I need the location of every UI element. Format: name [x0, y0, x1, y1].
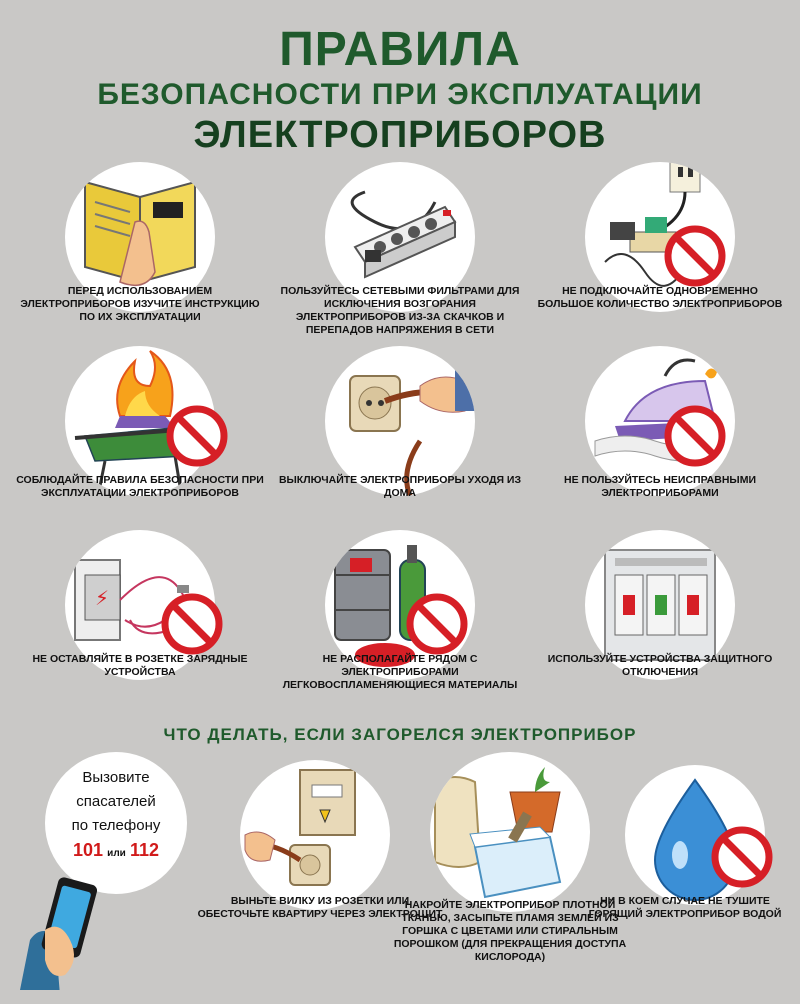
call-line-3: по телефону: [71, 817, 161, 834]
rule-caption: ПЕРЕД ИСПОЛЬЗОВАНИЕМ ЭЛЕКТРОПРИБОРОВ ИЗУЧИТЕ ИНСТРУКЦИЮ ПО ИХ ЭКСПЛУАТАЦИИ: [20, 285, 260, 323]
rule-caption: ВЫКЛЮЧАЙТЕ ЭЛЕКТРОПРИБОРЫ УХОДЯ ИЗ ДОМА: [278, 474, 522, 499]
phone-hand-icon: [15, 870, 125, 990]
svg-text:⚡: ⚡: [95, 586, 110, 610]
rule-caption: ИСПОЛЬЗУЙТЕ УСТРОЙСТВА ЗАЩИТНОГО ОТКЛЮЧЕНИЯ: [547, 653, 773, 678]
or-label: или: [107, 848, 126, 859]
title-line-3: ЭЛЕКТРОПРИБОРОВ: [193, 114, 607, 156]
call-line-1: Вызовите: [82, 769, 150, 786]
cloth-soil-powder-icon: [430, 752, 590, 912]
rule-caption: НЕ ПОДКЛЮЧАЙТЕ ОДНОВРЕМЕННО БОЛЬШОЕ КОЛИЧЕСТВО ЭЛЕКТРОПРИБОРОВ: [537, 285, 783, 310]
fire-step-caption: НИ В КОЕМ СЛУЧАЕ НЕ ТУШИТЕ ГОРЯЩИЙ ЭЛЕКТРОПРИБОР ВОДОЙ: [588, 895, 782, 920]
prohibition-icon: [663, 404, 727, 468]
fire-step-caption: ВЫНЬТЕ ВИЛКУ ИЗ РОЗЕТКИ ИЛИ ОБЕСТОЧЬТЕ КВАРТИРУ ЧЕРЕЗ ЭЛЕКТРОЩИТ: [197, 895, 443, 920]
rule-caption: ПОЛЬЗУЙТЕСЬ СЕТЕВЫМИ ФИЛЬТРАМИ ДЛЯ ИСКЛЮЧЕНИЯ ВОЗГОРАНИЯ ЭЛЕКТРОПРИБОРОВ ИЗ-ЗА СКАЧКОВ И ПЕРЕПАДОВ НАПРЯЖЕНИЯ В СЕТИ: [280, 285, 520, 336]
emergency-number-101: 101: [72, 840, 103, 860]
call-line-2: спасателей: [76, 793, 156, 810]
fire-step-caption: НАКРОЙТЕ ЭЛЕКТРОПРИБОР ПЛОТНОЙ ТКАНЬЮ, ЗАСЫПЬТЕ ПЛАМЯ ЗЕМЛЕЙ ИЗ ГОРШКА С ЦВЕТАМИ ИЛИ СТИРАЛЬНЫМ ПОРОШКОМ (ДЛЯ ПРЕКРАЩЕНИЯ ДОСТУПА КИСЛОРОДА): [393, 899, 627, 963]
emergency-numbers: [45, 838, 187, 866]
prohibition-icon: [160, 592, 224, 656]
prohibition-icon: [405, 592, 469, 656]
rule-caption: СОБЛЮДАЙТЕ ПРАВИЛА БЕЗОПАСНОСТИ ПРИ ЭКСПЛУАТАЦИИ ЭЛЕКТРОПРИБОРОВ: [16, 474, 264, 499]
rule-caption: НЕ РАСПОЛАГАЙТЕ РЯДОМ С ЭЛЕКТРОПРИБОРАМИ ЛЕГКОВОСПЛАМЕНЯЮЩИЕСЯ МАТЕРИАЛЫ: [282, 653, 518, 691]
unplug-electrical-panel-icon: [240, 760, 390, 910]
prohibition-icon: [165, 404, 229, 468]
rule-caption: НЕ ПОЛЬЗУЙТЕСЬ НЕИСПРАВНЫМИ ЭЛЕКТРОПРИБОРАМИ: [564, 474, 756, 499]
rule-caption: НЕ ОСТАВЛЯЙТЕ В РОЗЕТКЕ ЗАРЯДНЫЕ УСТРОЙСТВА: [32, 653, 248, 678]
prohibition-icon: [663, 224, 727, 288]
fire-section-heading: ЧТО ДЕЛАТЬ, ЕСЛИ ЗАГОРЕЛСЯ ЭЛЕКТРОПРИБОР: [163, 725, 637, 744]
emergency-number-112: 112: [130, 840, 160, 860]
prohibition-icon: [710, 825, 774, 889]
title-line-1: ПРАВИЛА: [279, 23, 521, 76]
title-line-2: БЕЗОПАСНОСТИ ПРИ ЭКСПЛУАТАЦИИ: [97, 78, 703, 111]
